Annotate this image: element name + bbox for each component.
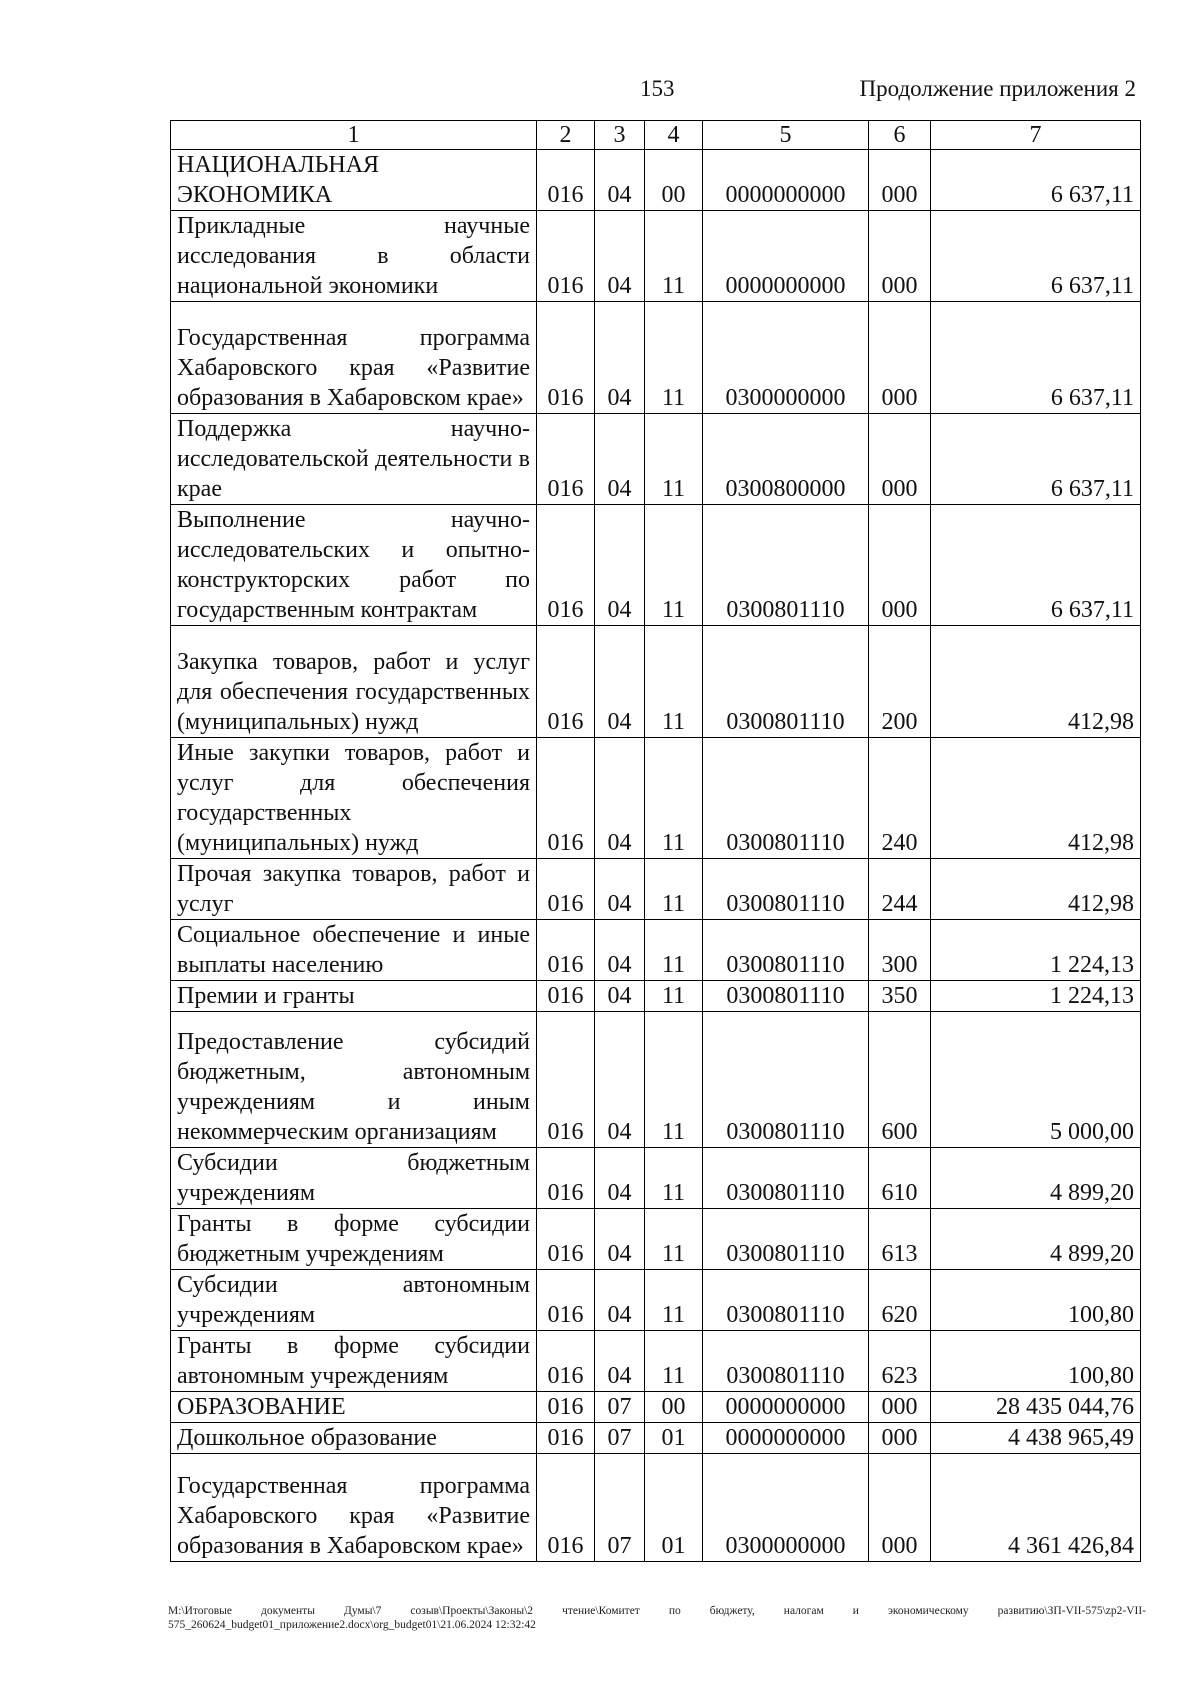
- row-code-cell: 016: [537, 302, 595, 414]
- row-amount-cell: 100,80: [931, 1331, 1141, 1392]
- row-target-code-cell: 0300801110: [703, 1270, 869, 1331]
- row-expense-type-cell: 613: [869, 1209, 931, 1270]
- row-amount-cell: 6 637,11: [931, 211, 1141, 302]
- row-target-code-cell: 0300000000: [703, 1454, 869, 1562]
- row-code-cell: 016: [537, 626, 595, 738]
- row-section-cell: 04: [595, 859, 645, 920]
- row-expense-type-cell: 623: [869, 1331, 931, 1392]
- row-name-cell: Социальное обеспечение и иные выплаты населению: [171, 920, 537, 981]
- row-name-cell: Закупка товаров, работ и услуг для обеспечения государственных (муниципальных) нужд: [171, 626, 537, 738]
- row-section-cell: 07: [595, 1392, 645, 1423]
- row-target-code-cell: 0300801110: [703, 505, 869, 626]
- row-expense-type-cell: 000: [869, 505, 931, 626]
- row-subsection-cell: 11: [645, 211, 703, 302]
- row-code-cell: 016: [537, 1331, 595, 1392]
- page-number: 153: [640, 76, 675, 101]
- row-section-cell: 04: [595, 738, 645, 859]
- row-subsection-cell: 11: [645, 738, 703, 859]
- row-code-cell: 016: [537, 1148, 595, 1209]
- row-code-cell: 016: [537, 859, 595, 920]
- row-name-cell: Иные закупки товаров, работ и услуг для обеспечения государственных (муниципальных) нужд: [171, 738, 537, 859]
- row-name-cell: Гранты в форме субсидии бюджетным учреждениям: [171, 1209, 537, 1270]
- row-section-cell: 04: [595, 920, 645, 981]
- table-row: [171, 302, 1141, 414]
- row-expense-type-cell: 000: [869, 150, 931, 211]
- table-row: [171, 1331, 1141, 1392]
- row-expense-type-cell: 240: [869, 738, 931, 859]
- table-body: [171, 150, 1141, 1562]
- row-amount-cell: 412,98: [931, 738, 1141, 859]
- row-amount-cell: 4 438 965,49: [931, 1423, 1141, 1454]
- row-section-cell: 04: [595, 1209, 645, 1270]
- row-code-cell: 016: [537, 150, 595, 211]
- row-amount-cell: 28 435 044,76: [931, 1392, 1141, 1423]
- row-name-cell: Субсидии бюджетным учреждениям: [171, 1148, 537, 1209]
- row-code-cell: 016: [537, 1423, 595, 1454]
- row-code-cell: 016: [537, 1209, 595, 1270]
- row-section-cell: 04: [595, 981, 645, 1012]
- row-amount-cell: 6 637,11: [931, 150, 1141, 211]
- row-code-cell: 016: [537, 738, 595, 859]
- table-row: [171, 1392, 1141, 1423]
- row-amount-cell: 5 000,00: [931, 1012, 1141, 1148]
- row-subsection-cell: 11: [645, 981, 703, 1012]
- table-row: [171, 150, 1141, 211]
- row-subsection-cell: 11: [645, 414, 703, 505]
- row-amount-cell: 6 637,11: [931, 414, 1141, 505]
- row-expense-type-cell: 620: [869, 1270, 931, 1331]
- row-code-cell: 016: [537, 920, 595, 981]
- row-expense-type-cell: 600: [869, 1012, 931, 1148]
- row-target-code-cell: 0300000000: [703, 302, 869, 414]
- row-target-code-cell: 0300801110: [703, 1209, 869, 1270]
- row-section-cell: 04: [595, 1270, 645, 1331]
- table-row: [171, 1148, 1141, 1209]
- table-row: [171, 981, 1141, 1012]
- row-target-code-cell: 0000000000: [703, 1392, 869, 1423]
- row-section-cell: 04: [595, 1331, 645, 1392]
- row-name-cell: Государственная программа Хабаровского края «Развитие образования в Хабаровском крае»: [171, 302, 537, 414]
- row-amount-cell: 1 224,13: [931, 981, 1141, 1012]
- row-amount-cell: 1 224,13: [931, 920, 1141, 981]
- row-code-cell: 016: [537, 1270, 595, 1331]
- row-expense-type-cell: 610: [869, 1148, 931, 1209]
- row-subsection-cell: 01: [645, 1423, 703, 1454]
- column-header: 7: [931, 121, 1141, 150]
- row-expense-type-cell: 000: [869, 414, 931, 505]
- row-expense-type-cell: 000: [869, 302, 931, 414]
- table-row: [171, 414, 1141, 505]
- row-code-cell: 016: [537, 1392, 595, 1423]
- row-subsection-cell: 11: [645, 1012, 703, 1148]
- row-target-code-cell: 0300801110: [703, 738, 869, 859]
- row-section-cell: 04: [595, 302, 645, 414]
- row-subsection-cell: 11: [645, 1148, 703, 1209]
- row-section-cell: 04: [595, 626, 645, 738]
- row-section-cell: 04: [595, 211, 645, 302]
- row-name-cell: НАЦИОНАЛЬНАЯ ЭКОНОМИКА: [171, 150, 537, 211]
- row-subsection-cell: 11: [645, 626, 703, 738]
- row-subsection-cell: 11: [645, 302, 703, 414]
- row-expense-type-cell: 000: [869, 1454, 931, 1562]
- row-subsection-cell: 11: [645, 859, 703, 920]
- row-expense-type-cell: 300: [869, 920, 931, 981]
- row-code-cell: 016: [537, 211, 595, 302]
- table-row: [171, 920, 1141, 981]
- row-name-cell: Прочая закупка товаров, работ и услуг: [171, 859, 537, 920]
- row-code-cell: 016: [537, 414, 595, 505]
- row-amount-cell: 4 899,20: [931, 1148, 1141, 1209]
- table-row: [171, 738, 1141, 859]
- row-section-cell: 07: [595, 1423, 645, 1454]
- table-row: [171, 626, 1141, 738]
- row-amount-cell: 6 637,11: [931, 302, 1141, 414]
- row-code-cell: 016: [537, 981, 595, 1012]
- footer-file-path: M:\Итоговые документы Думы\7 созыв\Проекты\Законы\2 чтение\Комитет по бюджету, налогам и экономическому развитию\ЗП-VII-575\zp2-VII-575_260624_budget01_приложение2.docx\org_budget01\21.06.2024 12:32:42: [168, 1605, 1146, 1631]
- table-row: [171, 859, 1141, 920]
- row-name-cell: Прикладные научные исследования в области национальной экономики: [171, 211, 537, 302]
- row-subsection-cell: 00: [645, 1392, 703, 1423]
- row-target-code-cell: 0300801110: [703, 1331, 869, 1392]
- row-section-cell: 04: [595, 150, 645, 211]
- row-code-cell: 016: [537, 1012, 595, 1148]
- row-expense-type-cell: 000: [869, 1392, 931, 1423]
- column-header: 3: [595, 121, 645, 150]
- row-target-code-cell: 0300801110: [703, 1148, 869, 1209]
- table-row: [171, 1209, 1141, 1270]
- row-subsection-cell: 00: [645, 150, 703, 211]
- row-target-code-cell: 0300801110: [703, 920, 869, 981]
- table-row: [171, 1270, 1141, 1331]
- row-amount-cell: 4 899,20: [931, 1209, 1141, 1270]
- table-row: [171, 1012, 1141, 1148]
- row-amount-cell: 4 361 426,84: [931, 1454, 1141, 1562]
- row-name-cell: Дошкольное образование: [171, 1423, 537, 1454]
- row-subsection-cell: 11: [645, 505, 703, 626]
- column-header: 5: [703, 121, 869, 150]
- table-row: [171, 1454, 1141, 1562]
- row-name-cell: Гранты в форме субсидии автономным учреждениям: [171, 1331, 537, 1392]
- column-header: 1: [171, 121, 537, 150]
- row-name-cell: ОБРАЗОВАНИЕ: [171, 1392, 537, 1423]
- row-target-code-cell: 0300801110: [703, 1012, 869, 1148]
- row-name-cell: Предоставление субсидий бюджетным, автономным учреждениям и иным некоммерческим организациям: [171, 1012, 537, 1148]
- row-target-code-cell: 0300801110: [703, 859, 869, 920]
- row-subsection-cell: 11: [645, 1209, 703, 1270]
- row-name-cell: Субсидии автономным учреждениям: [171, 1270, 537, 1331]
- continuation-label: Продолжение приложения 2: [859, 76, 1136, 101]
- row-expense-type-cell: 244: [869, 859, 931, 920]
- budget-table: [170, 120, 1141, 1562]
- row-code-cell: 016: [537, 1454, 595, 1562]
- row-amount-cell: 6 637,11: [931, 505, 1141, 626]
- row-section-cell: 04: [595, 1148, 645, 1209]
- row-amount-cell: 412,98: [931, 859, 1141, 920]
- row-section-cell: 04: [595, 414, 645, 505]
- row-target-code-cell: 0300801110: [703, 981, 869, 1012]
- table-row: [171, 1423, 1141, 1454]
- row-section-cell: 07: [595, 1454, 645, 1562]
- row-subsection-cell: 11: [645, 1270, 703, 1331]
- row-name-cell: Государственная программа Хабаровского края «Развитие образования в Хабаровском крае»: [171, 1454, 537, 1562]
- row-expense-type-cell: 350: [869, 981, 931, 1012]
- column-header: 4: [645, 121, 703, 150]
- row-target-code-cell: 0000000000: [703, 211, 869, 302]
- row-code-cell: 016: [537, 505, 595, 626]
- row-expense-type-cell: 200: [869, 626, 931, 738]
- row-target-code-cell: 0000000000: [703, 1423, 869, 1454]
- row-subsection-cell: 11: [645, 920, 703, 981]
- column-header: 2: [537, 121, 595, 150]
- row-name-cell: Премии и гранты: [171, 981, 537, 1012]
- row-amount-cell: 412,98: [931, 626, 1141, 738]
- row-name-cell: Поддержка научно-исследовательской деятельности в крае: [171, 414, 537, 505]
- column-header: 6: [869, 121, 931, 150]
- row-section-cell: 04: [595, 505, 645, 626]
- row-amount-cell: 100,80: [931, 1270, 1141, 1331]
- row-section-cell: 04: [595, 1012, 645, 1148]
- row-expense-type-cell: 000: [869, 211, 931, 302]
- row-subsection-cell: 01: [645, 1454, 703, 1562]
- row-target-code-cell: 0300801110: [703, 626, 869, 738]
- row-target-code-cell: 0000000000: [703, 150, 869, 211]
- row-expense-type-cell: 000: [869, 1423, 931, 1454]
- table-row: [171, 505, 1141, 626]
- row-name-cell: Выполнение научно-исследовательских и опытно-конструкторских работ по государственным контрактам: [171, 505, 537, 626]
- table-row: [171, 211, 1141, 302]
- row-target-code-cell: 0300800000: [703, 414, 869, 505]
- row-subsection-cell: 11: [645, 1331, 703, 1392]
- column-number-row: [171, 121, 1141, 150]
